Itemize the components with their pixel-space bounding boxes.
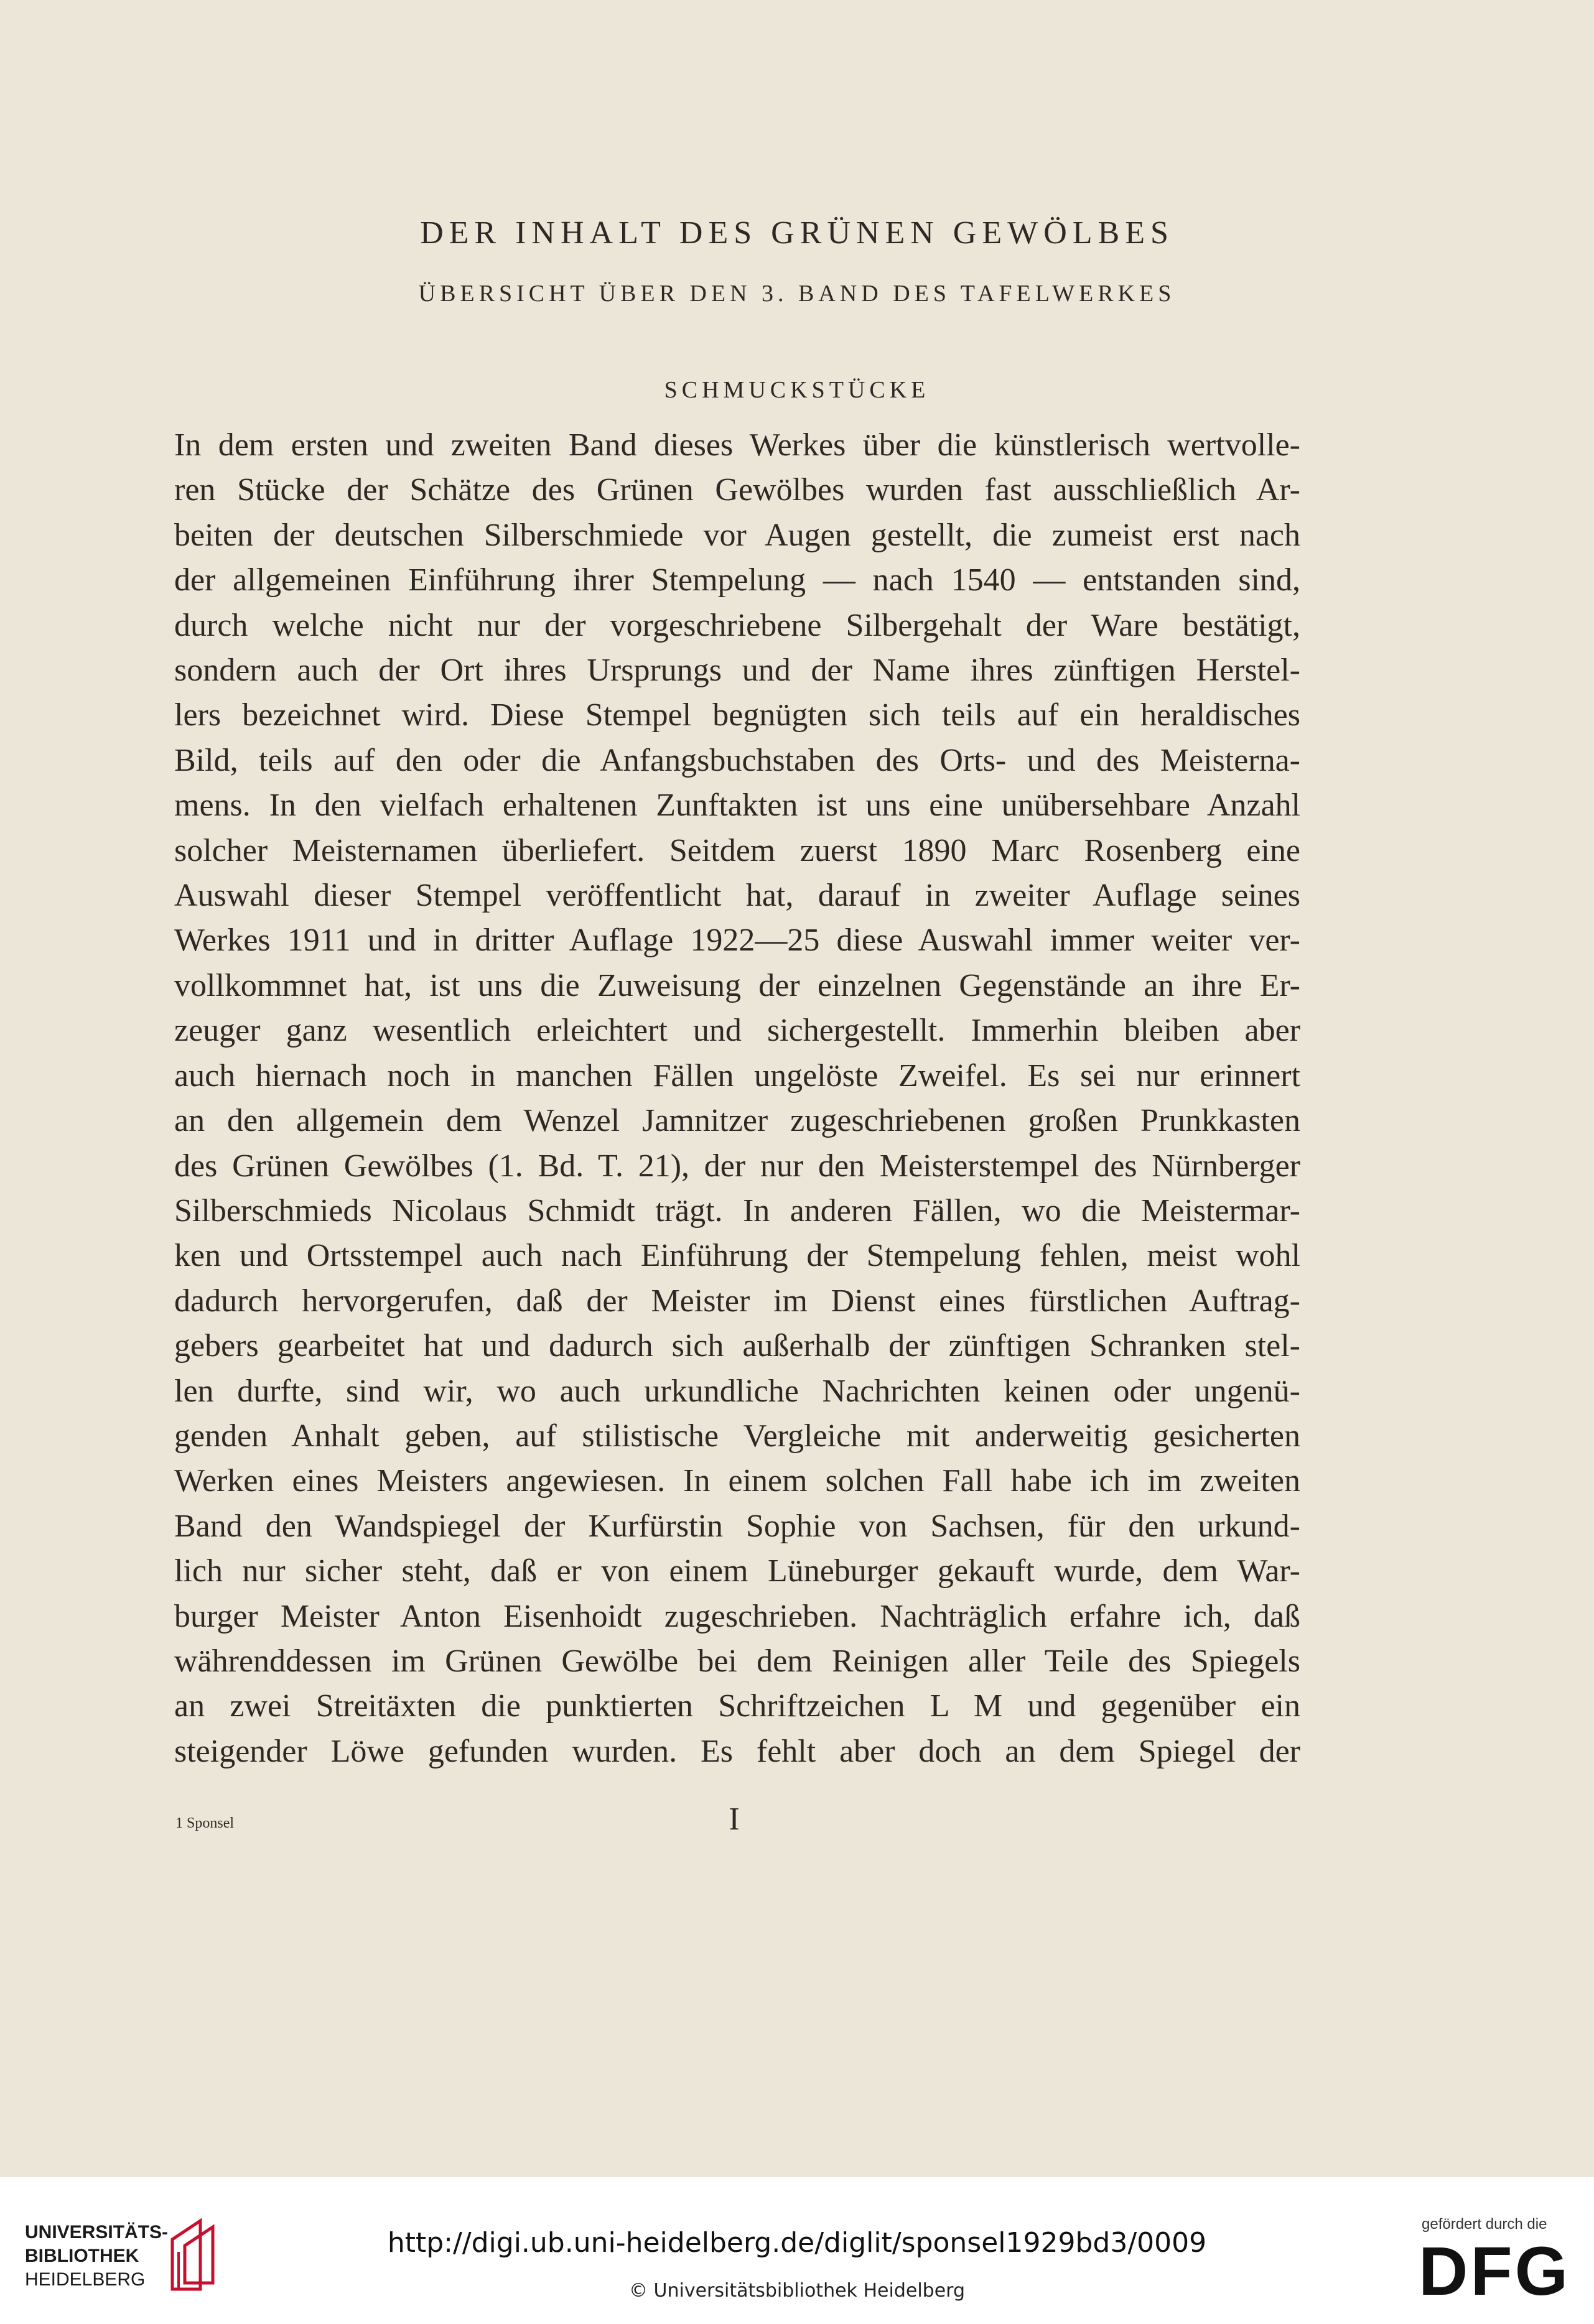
text-line: durch welche nicht nur der vorgeschriebene Silbergehalt der Ware bestätigt,: [174, 607, 1300, 643]
text-line: mens. In den vielfach erhaltenen Zunftakten ist uns eine unübersehbare Anzahl: [174, 788, 1300, 824]
text-line: Band den Wandspiegel der Kurfürstin Sophie von Sachsen, für den urkund-: [174, 1508, 1300, 1544]
text-line: gebers gearbeitet hat und dadurch sich außerhalb der zünftigen Schranken stel-: [174, 1328, 1300, 1364]
text-line: lers bezeichnet wird. Diese Stempel begnügten sich teils auf ein heraldisches: [174, 697, 1300, 733]
permalink-url[interactable]: http://digi.ub.uni-heidelberg.de/diglit/sponsel1929bd3/0009: [387, 2227, 1207, 2259]
text-line: In dem ersten und zweiten Band dieses Werkes über die künstlerisch wertvolle-: [174, 427, 1300, 463]
dfg-logo: DFG: [1419, 2233, 1571, 2310]
signature-mark: 1 Sponsel: [175, 1815, 235, 1831]
library-name-line2: BIBLIOTHEK: [25, 2246, 139, 2266]
text-line: dadurch hervorgerufen, daß der Meister im Dienst eines fürstlichen Auftrag-: [174, 1283, 1300, 1319]
text-line: Bild, teils auf den oder die Anfangsbuchstaben des Orts- und des Meisterna-: [174, 742, 1300, 778]
text-line: auch hiernach noch in manchen Fällen ungelöste Zweifel. Es sei nur erinnert: [174, 1057, 1300, 1094]
text-line: steigender Löwe gefunden wurden. Es fehlt aber doch an dem Spiegel der: [174, 1733, 1300, 1769]
text-line: genden Anhalt geben, auf stilistische Vergleiche mit anderweitig gesicherten: [174, 1418, 1300, 1454]
text-line: solcher Meisternamen überliefert. Seitdem zuerst 1890 Marc Rosenberg eine: [174, 832, 1300, 868]
funded-by-label: gefördert durch die: [1422, 2216, 1547, 2233]
text-line: währenddessen im Grünen Gewölbe bei dem Reinigen aller Teile des Spiegels: [174, 1643, 1300, 1679]
text-line: zeuger ganz wesentlich erleichtert und sichergestellt. Immerhin bleiben aber: [174, 1013, 1300, 1049]
text-line: len durfte, sind wir, wo auch urkundliche Nachrichten keinen oder ungenü-: [174, 1373, 1300, 1409]
text-line: beiten der deutschen Silberschmiede vor Augen gestellt, die zumeist erst nach: [174, 517, 1300, 553]
section-heading: SCHMUCKSTÜCKE: [664, 377, 930, 403]
page-subtitle: ÜBERSICHT ÜBER DEN 3. BAND DES TAFELWERKES: [418, 281, 1176, 307]
text-line: des Grünen Gewölbes (1. Bd. T. 21), der nur den Meisterstempel des Nürnberger: [174, 1148, 1300, 1184]
copyright-notice: © Universitätsbibliothek Heidelberg: [628, 2280, 965, 2302]
library-name-line1: UNIVERSITÄTS-: [25, 2222, 169, 2243]
text-line: sondern auch der Ort ihres Ursprungs und der Name ihres zünftigen Herstel-: [174, 653, 1300, 689]
text-line: Werken eines Meisters angewiesen. In einem solchen Fall habe ich im zweiten: [174, 1463, 1300, 1499]
page-title: DER INHALT DES GRÜNEN GEWÖLBES: [420, 215, 1174, 251]
text-line: ren Stücke der Schätze des Grünen Gewölbes wurden fast ausschließlich Ar-: [174, 472, 1300, 508]
text-line: Werkes 1911 und in dritter Auflage 1922—25 diese Auswahl immer weiter ver-: [174, 923, 1300, 959]
text-line: vollkommnet hat, ist uns die Zuweisung der einzelnen Gegenstände an ihre Er-: [174, 967, 1300, 1003]
library-name-line3: HEIDELBERG: [25, 2269, 146, 2290]
text-line: der allgemeinen Einführung ihrer Stempelung — nach 1540 — entstanden sind,: [174, 562, 1300, 598]
text-line: an zwei Streitäxten die punktierten Schriftzeichen L M und gegenüber ein: [174, 1688, 1300, 1724]
text-line: burger Meister Anton Eisenhoidt zugeschrieben. Nachträglich erfahre ich, daß: [174, 1598, 1300, 1634]
body-text: [174, 423, 1300, 1774]
text-line: Silberschmieds Nicolaus Schmidt trägt. In anderen Fällen, wo die Meistermar-: [174, 1192, 1300, 1229]
page-number: I: [729, 1801, 740, 1837]
text-line: lich nur sicher steht, daß er von einem Lüneburger gekauft wurde, dem War-: [174, 1553, 1300, 1589]
text-line: Auswahl dieser Stempel veröffentlicht hat, darauf in zweiter Auflage seines: [174, 878, 1300, 914]
text-line: ken und Ortsstempel auch nach Einführung der Stempelung fehlen, meist wohl: [174, 1238, 1300, 1274]
text-line: an den allgemein dem Wenzel Jamnitzer zugeschriebenen großen Prunkkasten: [174, 1103, 1300, 1139]
